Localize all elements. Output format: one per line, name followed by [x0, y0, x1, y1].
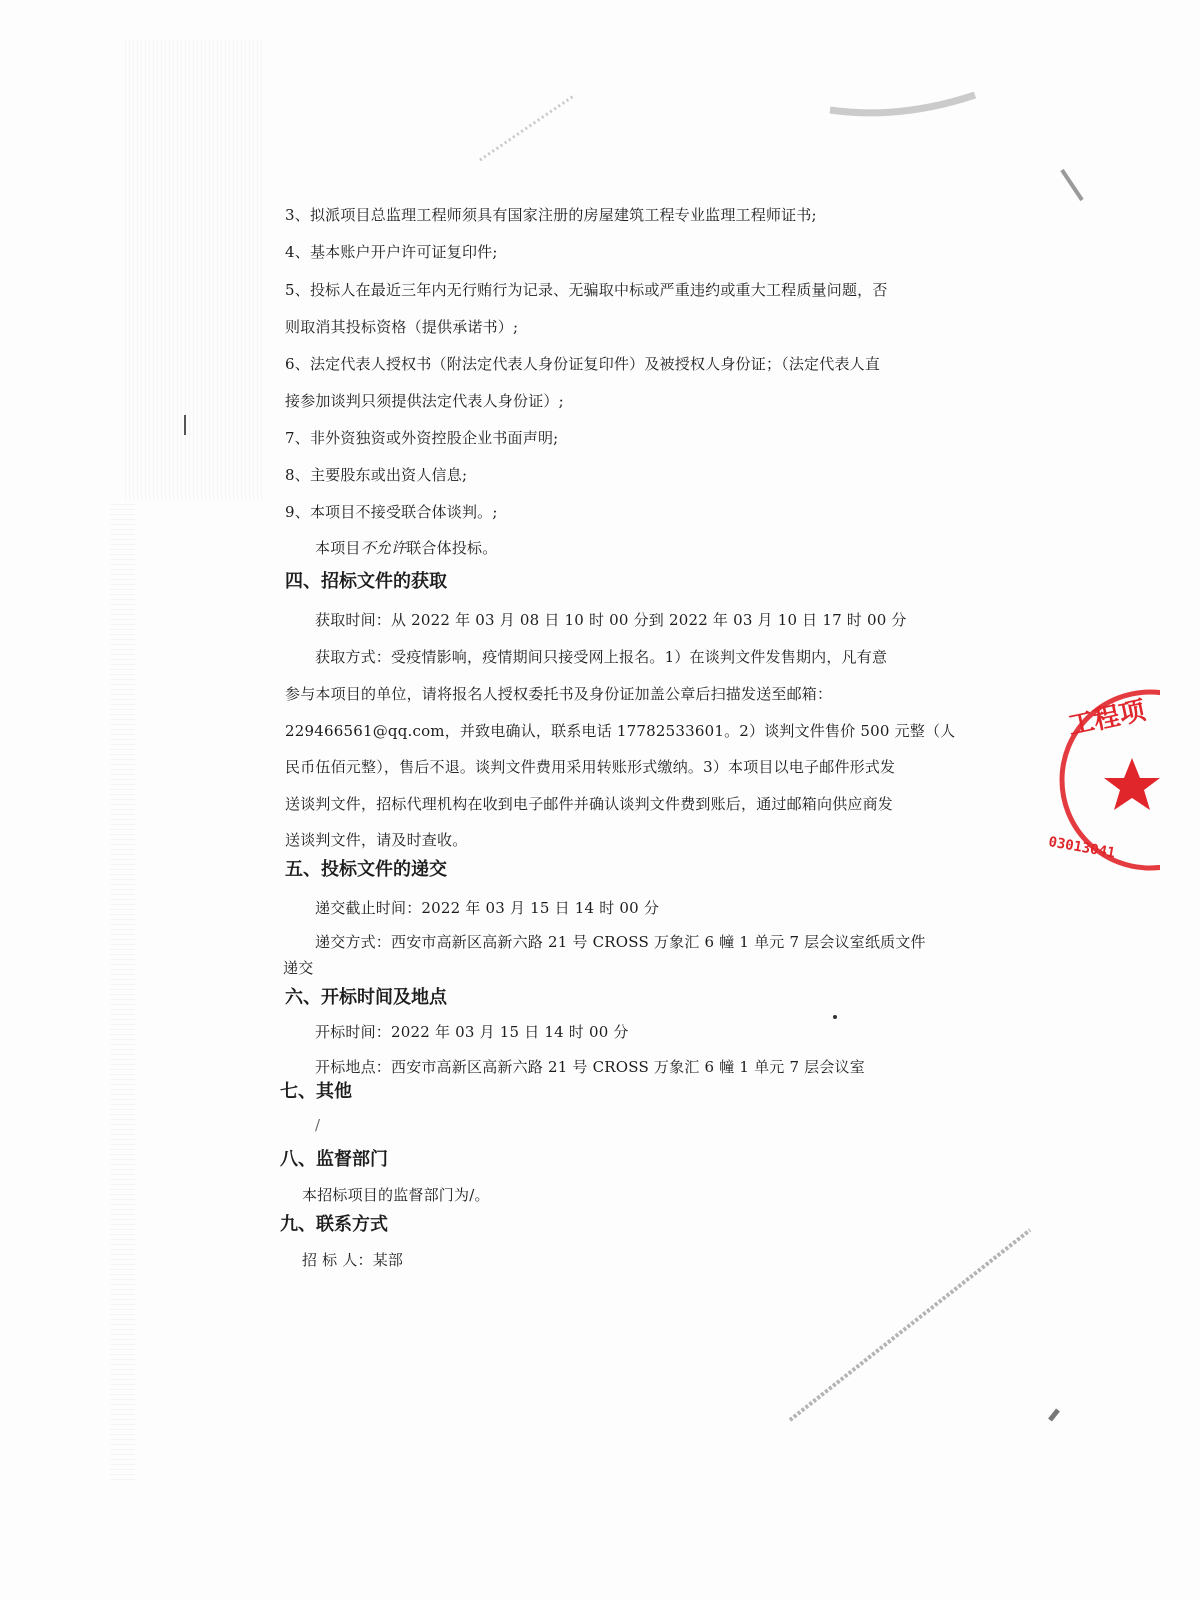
- item-8: 8、主要股东或出资人信息;: [285, 466, 468, 484]
- section-7-body: /: [315, 1116, 321, 1134]
- submit-deadline: 递交截止时间：2022 年 03 月 15 日 14 时 00 分: [315, 899, 660, 917]
- section-8-heading: 八、监督部门: [280, 1149, 388, 1170]
- section-4-heading: 四、招标文件的获取: [285, 571, 447, 592]
- consortium-note-prefix: 本项目: [315, 539, 361, 557]
- section-5-heading: 五、投标文件的递交: [285, 859, 447, 880]
- acquire-time: 获取时间：从 2022 年 03 月 08 日 10 时 00 分到 2022 年 03 月 10 日 17 时 00 分: [315, 611, 907, 629]
- item-7: 7、非外资独资或外资控股企业书面声明;: [285, 429, 559, 447]
- acquire-method-line-6: 送谈判文件，请及时查收。: [285, 831, 468, 849]
- opening-place: 开标地点：西安市高新区高新六路 21 号 CROSS 万象汇 6 幢 1 单元 7 层会议室: [315, 1058, 865, 1076]
- section-8-body: 本招标项目的监督部门为/。: [302, 1186, 490, 1204]
- contact-bidder: 招 标 人：某部: [302, 1251, 404, 1269]
- acquire-method-line-4: 民币伍佰元整），售后不退。谈判文件费用采用转账形式缴纳。3）本项目以电子邮件形式发: [285, 758, 896, 776]
- acquire-method-line-5: 送谈判文件，招标代理机构在收到电子邮件并确认谈判文件费到账后，通过邮箱向供应商发: [285, 795, 894, 813]
- item-6: 6、法定代表人授权书（附法定代表人身份证复印件）及被授权人身份证；（法定代表人直: [285, 355, 881, 373]
- seal-code: 03013041: [1047, 834, 1117, 862]
- submit-method-line-1: 递交方式：西安市高新区高新六路 21 号 CROSS 万象汇 6 幢 1 单元 7 层会议室纸质文件: [315, 933, 926, 951]
- section-7-heading: 七、其他: [280, 1081, 352, 1102]
- consortium-note-emphasis: 不允许: [360, 539, 407, 557]
- opening-time: 开标时间：2022 年 03 月 15 日 14 时 00 分: [315, 1023, 629, 1041]
- consortium-note-suffix: 联合体投标。: [406, 539, 498, 557]
- acquire-method-line-3: 229466561@qq.com，并致电确认，联系电话 17782533601。2）谈判文件售价 500 元整（人: [285, 722, 956, 740]
- seal-star-icon: [1104, 758, 1160, 810]
- submit-method-line-2: 递交: [283, 959, 314, 977]
- acquire-method-line-2: 参与本项目的单位，请将报名人授权委托书及身份证加盖公章后扫描发送至邮箱：: [285, 685, 833, 703]
- item-4: 4、基本账户开户许可证复印件;: [285, 243, 498, 261]
- item-5: 5、投标人在最近三年内无行贿行为记录、无骗取中标或严重违约或重大工程质量问题，否: [285, 281, 888, 299]
- item-9: 9、本项目不接受联合体谈判。;: [285, 503, 498, 521]
- section-6-heading: 六、开标时间及地点: [285, 987, 447, 1008]
- item-6-cont: 接参加谈判只须提供法定代表人身份证）;: [285, 392, 564, 410]
- item-5-cont: 则取消其投标资格（提供承诺书）;: [285, 318, 519, 336]
- acquire-method-line-1: 获取方式：受疫情影响，疫情期间只接受网上报名。1）在谈判文件发售期内，凡有意: [315, 648, 888, 666]
- item-3: 3、拟派项目总监理工程师须具有国家注册的房屋建筑工程专业监理工程师证书;: [285, 206, 817, 224]
- consortium-note: [315, 538, 497, 558]
- official-seal: [1040, 680, 1160, 880]
- seal-text: 工程项: [1065, 695, 1149, 742]
- section-9-heading: 九、联系方式: [280, 1214, 388, 1235]
